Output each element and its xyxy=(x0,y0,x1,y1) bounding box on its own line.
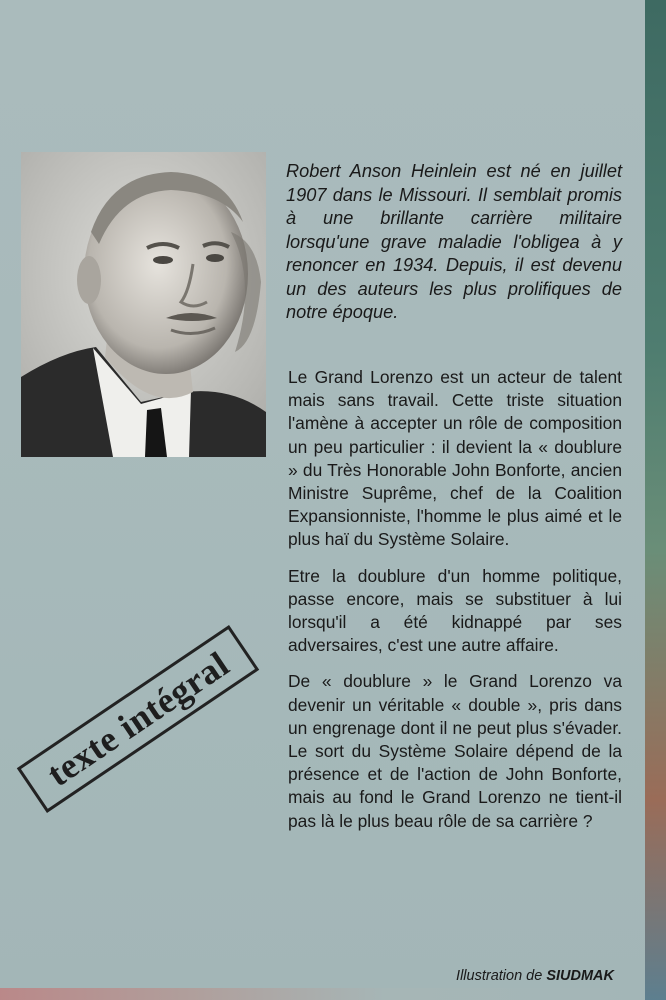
illustration-credit xyxy=(456,968,614,984)
bottom-color-stripe xyxy=(0,988,645,1000)
illustrator-name: SIUDMAK xyxy=(546,968,614,984)
author-portrait-photo xyxy=(21,152,266,457)
synopsis-paragraph-3: De « doublure » le Grand Lorenzo va devenir un véritable « double », pris dans un engrenage dont il ne peut plus s'évader. Le sort du Système Solaire dépend de la présence et de l'action de John Bonforte, mais au fond le Grand Lorenzo ne tient-il pas là le plus beau rôle de sa carrière ? xyxy=(288,671,622,831)
book-spine-edge xyxy=(645,0,666,1000)
synopsis-paragraph-2: Etre la doublure d'un homme politique, passe encore, mais se substituer à lui lorsqu'il a été kidnappé par ses adversaires, c'est une autre affaire. xyxy=(288,565,622,656)
stamp-label: texte intégral xyxy=(39,643,237,795)
synopsis-block xyxy=(288,366,622,846)
credit-prefix: Illustration de xyxy=(456,968,547,984)
author-biography: Robert Anson Heinlein est né en juillet 1907 dans le Missouri. Il semblait promis à une brillante carrière militaire lorsqu'une grave maladie l'obligea à y renoncer en 1934. Depuis, il est devenu un des auteurs les plus prolifiques de notre époque. xyxy=(286,161,622,322)
synopsis-paragraph-1: Le Grand Lorenzo est un acteur de talent mais sans travail. Cette triste situation l'amène à accepter un rôle de composition un peu particulier : il devient la « doublure » du Très Honorable John Bonforte, ancien Ministre Suprême, chef de la Coalition Expansionniste, l'homme le plus aimé et le plus haï du Système Solaire. xyxy=(288,367,622,550)
